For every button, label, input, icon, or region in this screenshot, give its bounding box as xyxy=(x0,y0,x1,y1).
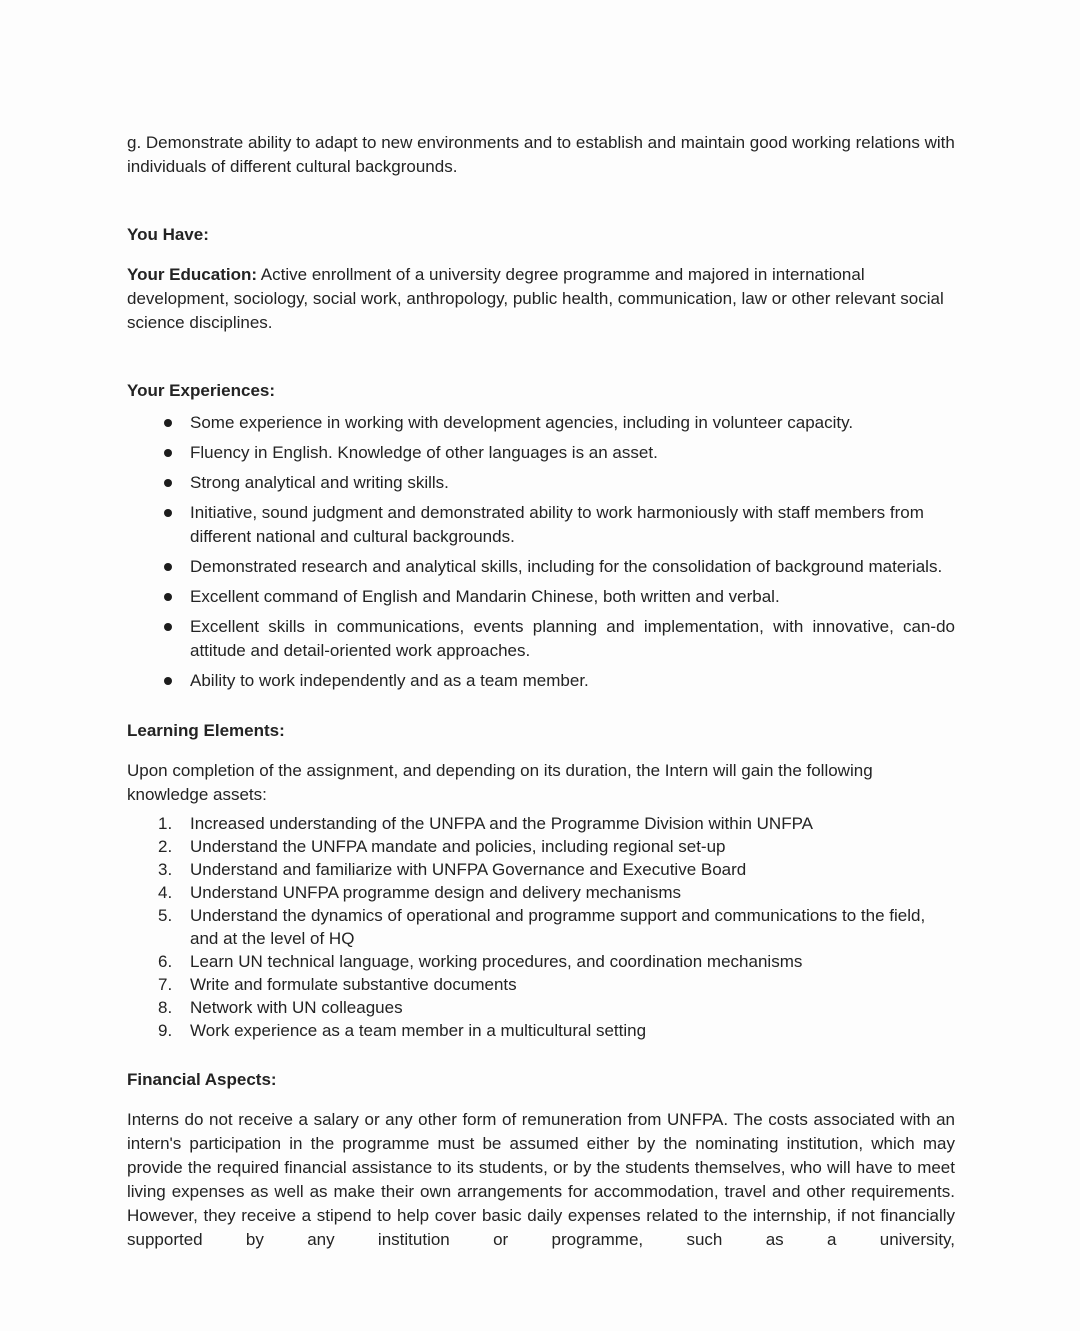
learning-intro-paragraph: Upon completion of the assignment, and depending on its duration, the Intern will gain the following knowledge assets: xyxy=(127,761,873,804)
heading-your-experiences: Your Experiences: xyxy=(127,381,276,400)
learning-item: Work experience as a team member in a multicultural setting xyxy=(190,1021,647,1040)
learning-item: Understand the dynamics of operational and programme support and communications to the field, and at the level of HQ xyxy=(190,906,926,948)
intro-paragraph: g. Demonstrate ability to adapt to new environments and to establish and maintain good working relations with individuals of different cultural backgrounds. xyxy=(127,133,955,176)
learning-list xyxy=(127,812,955,1042)
learning-item: Write and formulate substantive documents xyxy=(190,975,517,994)
heading-financial-aspects: Financial Aspects: xyxy=(127,1070,277,1089)
learning-item: Understand the UNFPA mandate and policies, including regional set-up xyxy=(190,837,726,856)
experience-item: Demonstrated research and analytical skills, including for the consolidation of background materials. xyxy=(127,555,955,579)
heading-you-have: You Have: xyxy=(127,225,209,244)
experience-item: Fluency in English. Knowledge of other languages is an asset. xyxy=(127,441,955,465)
financial-paragraph: Interns do not receive a salary or any other form of remuneration from UNFPA. The costs associated with an intern's participation in the programme must be assumed either by the nominating institution, which may provide the required financial assistance to its students, or by the students themselves, who will have to meet living expenses as well as make their own arrangements for accommodation, travel and other requirements. However, they receive a stipend to help cover basic daily expenses related to the internship, if not financially supported by any institution or programme, such as a university, xyxy=(127,1110,955,1249)
experience-list xyxy=(127,411,955,693)
experience-item: Some experience in working with development agencies, including in volunteer capacity. xyxy=(127,411,955,435)
learning-item: Increased understanding of the UNFPA and the Programme Division within UNFPA xyxy=(190,814,813,833)
learning-item: Understand UNFPA programme design and delivery mechanisms xyxy=(190,883,682,902)
experience-item: Excellent skills in communications, events planning and implementation, with innovative, can-do attitude and detail-oriented work approaches. xyxy=(127,615,955,663)
education-text: Active enrollment of a university degree programme and majored in international development, sociology, social work, anthropology, public health, communication, law or other relevant social science disciplines. xyxy=(127,265,944,332)
learning-item: Learn UN technical language, working procedures, and coordination mechanisms xyxy=(190,952,803,971)
experience-item: Excellent command of English and Mandarin Chinese, both written and verbal. xyxy=(127,585,955,609)
heading-learning-elements: Learning Elements: xyxy=(127,721,285,740)
education-paragraph xyxy=(127,263,955,335)
learning-item: Network with UN colleagues xyxy=(190,998,403,1017)
experience-item: Strong analytical and writing skills. xyxy=(127,471,955,495)
education-label: Your Education: xyxy=(127,265,258,284)
experience-item: Ability to work independently and as a team member. xyxy=(127,669,955,693)
experience-item: Initiative, sound judgment and demonstrated ability to work harmoniously with staff members from different national and cultural backgrounds. xyxy=(127,501,955,549)
learning-item: Understand and familiarize with UNFPA Governance and Executive Board xyxy=(190,860,747,879)
